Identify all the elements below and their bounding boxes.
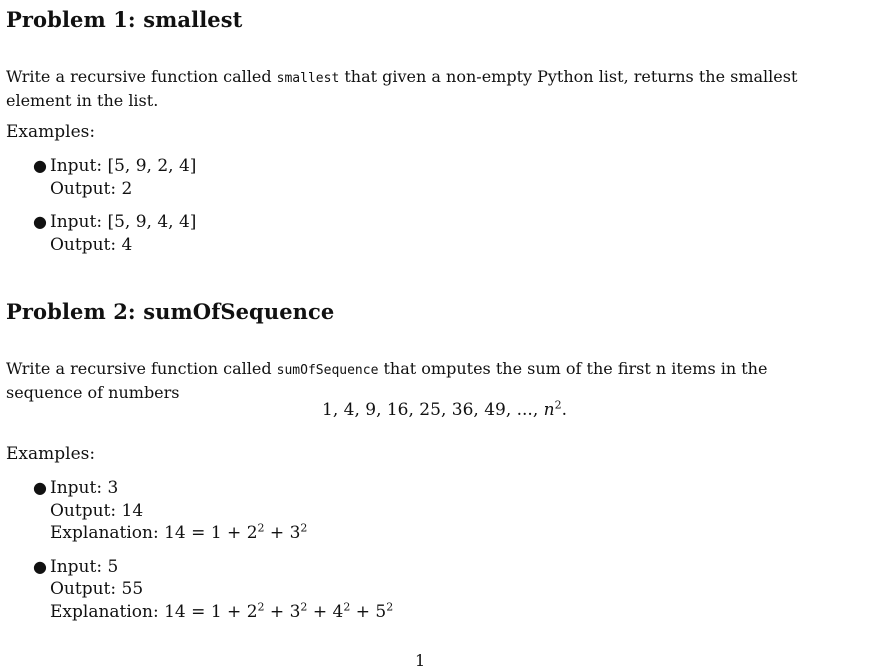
list-item [6, 211, 196, 256]
explanation-prefix: Explanation: 14 = [50, 523, 211, 543]
term-exponent: 2 [257, 599, 265, 613]
problem-1-desc-post: that given a non-empty Python list, returns the smallest element in the list. [6, 67, 798, 110]
term-exponent: 2 [343, 599, 351, 613]
formula-exponent: 2 [554, 398, 562, 412]
term: 5 [375, 601, 387, 622]
formula-text: 1, 4, 9, 16, 25, 36, 49, ..., [322, 400, 544, 420]
example-output: Output: 55 [50, 579, 144, 599]
problem-2-title: Problem 2: sumOfSequence [6, 299, 335, 324]
term: 1 [210, 523, 222, 543]
problem-2-examples-list [6, 477, 393, 623]
problem-1-title: Problem 1: smallest [6, 7, 243, 32]
problem-1-description [6, 66, 846, 112]
list-item [6, 556, 393, 624]
example-explanation: Explanation: $14 = 1 + 2^2 + 3^2 + 4^2 + 5^2$ [50, 599, 394, 622]
term: 3 [289, 601, 301, 622]
problem-1-examples-list [6, 155, 196, 256]
page-number: 1 [415, 651, 426, 670]
term: 4 [332, 601, 344, 622]
example-output: Output: 14 [50, 500, 144, 521]
problem-1-desc-pre: Write a recursive function called [6, 67, 277, 86]
list-item [6, 155, 196, 200]
problem-1-examples-label: Examples: [6, 122, 96, 142]
formula-end: . [561, 400, 568, 420]
problem-1-function-name: smallest [276, 71, 340, 86]
example-input: Input: [5, 9, 4, 4] [50, 212, 197, 232]
example-input: Input: 3 [50, 478, 119, 498]
problem-2-examples-label: Examples: [6, 444, 96, 464]
example-input: Input: [5, 9, 2, 4] [50, 156, 197, 176]
problem-2-description [6, 358, 846, 404]
term: 3 [289, 523, 301, 543]
term: 2 [246, 523, 258, 543]
sequence-formula [322, 400, 567, 420]
example-output: Output: 2 [50, 178, 133, 199]
list-item [6, 477, 393, 545]
term-exponent: 2 [300, 521, 308, 535]
term-exponent: 2 [300, 599, 308, 613]
problem-2-desc-post: that omputes the sum of the first n items in the sequence of numbers [6, 359, 768, 402]
example-explanation: Explanation: $14 = 1 + 2^2 + 3^2$ [50, 521, 308, 543]
bullet-icon: ● [33, 212, 47, 231]
problem-2-desc-pre: Write a recursive function called [6, 359, 277, 378]
bullet-icon: ● [33, 478, 47, 497]
problem-2-function-name: sumOfSequence [276, 363, 379, 378]
term-exponent: 2 [386, 599, 394, 613]
bullet-icon: ● [33, 556, 47, 576]
term: 1 [210, 601, 222, 622]
term: 2 [246, 601, 258, 622]
example-input: Input: 5 [50, 556, 119, 577]
example-output: Output: 4 [50, 234, 133, 255]
formula-var: n [543, 400, 555, 420]
term-exponent: 2 [257, 521, 265, 535]
bullet-icon: ● [33, 156, 47, 175]
explanation-prefix: Explanation: 14 = [50, 601, 211, 622]
